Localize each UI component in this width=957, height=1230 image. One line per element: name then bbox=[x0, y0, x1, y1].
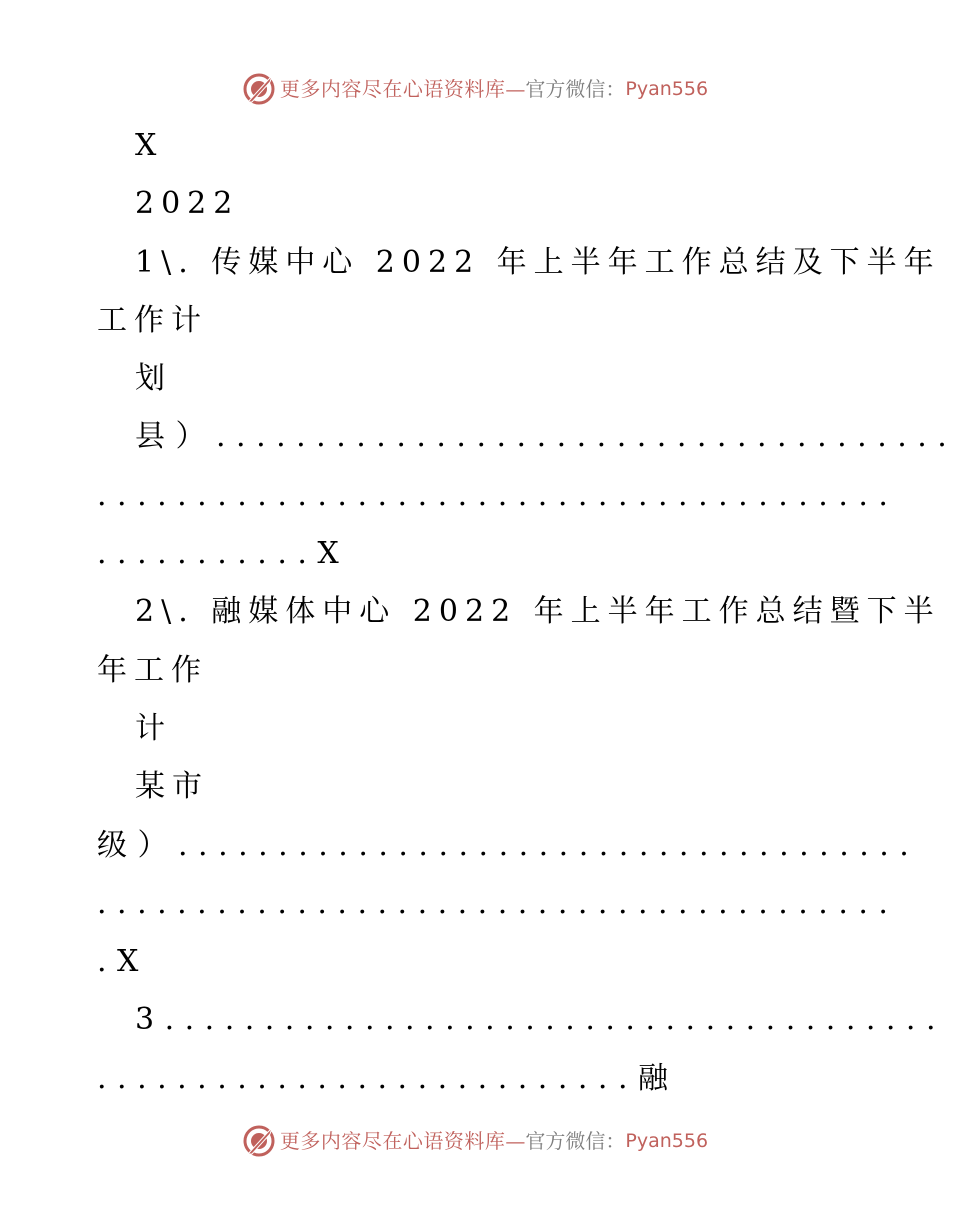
banner-wechat-label: 官方微信： bbox=[525, 77, 626, 101]
toc-leader-line: 级）..................................... bbox=[97, 827, 920, 863]
banner-wechat-label: 官方微信： bbox=[525, 1129, 626, 1153]
banner-dash: — bbox=[505, 1129, 526, 1153]
quill-pen-logo-icon bbox=[242, 72, 276, 106]
header-banner bbox=[0, 72, 950, 106]
toc-leader-line: ........................................ bbox=[97, 885, 899, 921]
banner-site-name: 更多内容尽在心语资料库 bbox=[279, 77, 506, 101]
toc-entry-2-title: 2\. 融媒体中心 2022 年上半年工作总结暨下半 bbox=[135, 594, 941, 630]
toc-leader-line: .X bbox=[97, 944, 149, 980]
toc-leader-line: ...........X bbox=[97, 536, 350, 572]
toc-line: 工作计 bbox=[97, 302, 208, 338]
toc-leader-line: ...........................融 bbox=[97, 1060, 679, 1096]
toc-line: 计 bbox=[135, 710, 172, 746]
toc-entry-3-leader: 3....................................... bbox=[135, 1002, 946, 1038]
toc-line: X bbox=[135, 128, 164, 163]
footer-banner bbox=[0, 1124, 950, 1158]
document-body bbox=[97, 117, 957, 1108]
toc-leader-line: 县）..................................... bbox=[135, 419, 957, 455]
toc-line: 2022 bbox=[135, 186, 240, 222]
banner-dash: — bbox=[505, 77, 526, 101]
toc-entry-1-title: 1\. 传媒中心 2022 年上半年工作总结及下半年 bbox=[135, 244, 941, 280]
toc-line: 划 bbox=[135, 361, 172, 397]
banner-wechat-id: Pyan556 bbox=[625, 78, 709, 100]
quill-pen-logo-icon bbox=[242, 1124, 276, 1158]
toc-line: 某市 bbox=[135, 769, 209, 805]
toc-leader-line: ........................................ bbox=[97, 477, 899, 513]
banner-site-name: 更多内容尽在心语资料库 bbox=[279, 1129, 506, 1153]
banner-wechat-id: Pyan556 bbox=[625, 1130, 709, 1152]
toc-line: 年工作 bbox=[97, 652, 208, 688]
